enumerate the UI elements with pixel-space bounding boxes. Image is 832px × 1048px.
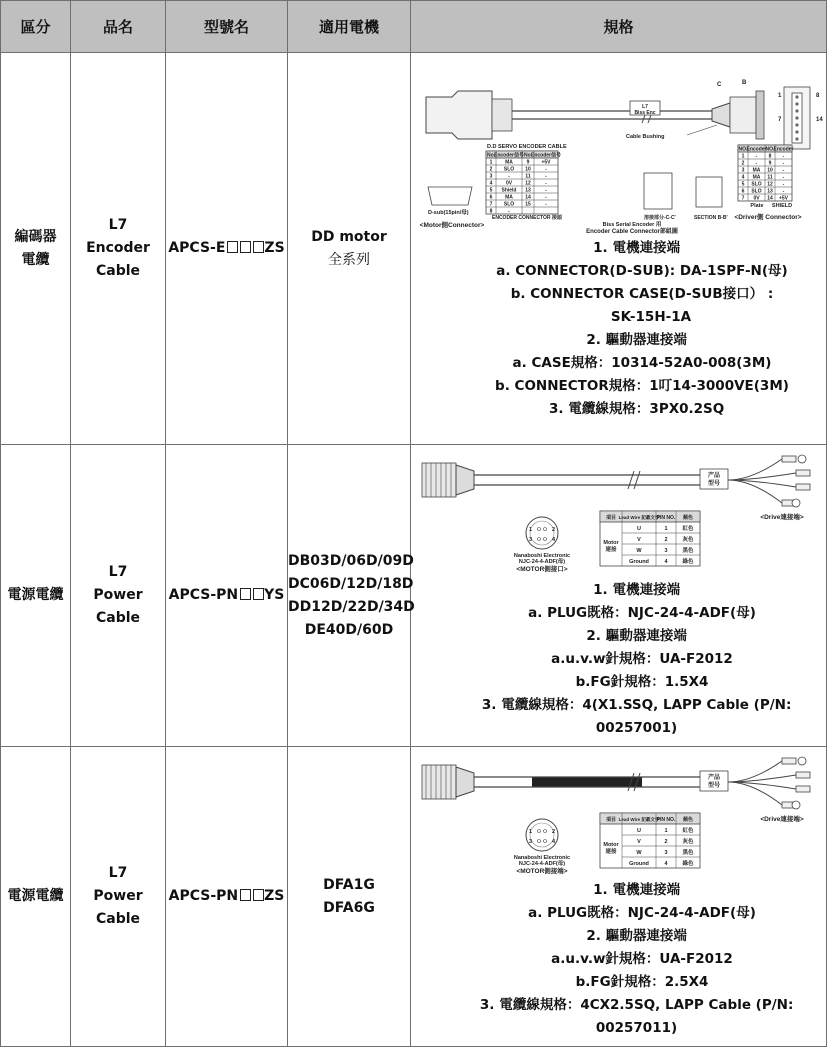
spec-note-heading [447,694,826,717]
spec-note-item: a. CASE規格：10314-52A0-008(3M) [512,354,772,371]
motor-pin-table-cell: No. [523,151,532,158]
spec-note-item: a. PLUG既格：NJC-24-4-ADF(母) [528,605,756,621]
driver-pin-table-cell: MA [752,166,760,173]
driver-pin-dot [795,116,798,119]
applicable-motor-line: 全系列 [328,251,370,268]
motor-pin-table-cell: 7 [489,200,492,207]
spec-note-heading [447,925,826,948]
encoder-cable-drawing [412,77,826,235]
driver-pin-table-cell: 12 [766,180,773,187]
lead-wire-table [600,511,700,566]
product-label-line: 型号 [707,783,720,789]
plug-pin-number: 4 [551,537,555,543]
plug-model-label: NJC-24-4-ADF(母) [518,861,565,867]
driver-pin-table-cell: 3 [741,166,744,173]
motor-pin-table-cell: 3 [489,172,492,179]
spec-note-number: 2. [586,928,601,944]
driver-table-footer-shield: SHIELD [771,202,792,209]
spec-note-text: 電機連接端 [607,239,681,256]
motor-pin-table-cell: 2 [489,165,492,172]
product-name-line: Encoder [86,240,150,256]
spec-notes [411,579,826,740]
center-caption-2: Encoder Cable Connector部組圖 [585,228,678,235]
cable-break-mark [634,471,640,489]
cable-label-line: Biss Enc [633,109,656,116]
spec-notes [411,237,826,421]
motor-pin-table-cell: 13 [524,186,531,193]
product-label-line: 产品 [707,775,720,781]
motor-pin-table-cell: Encoder信号 [493,151,524,158]
spec-cell [411,53,827,445]
cable-drawing-figure [411,451,826,579]
plug-pin-face [526,819,558,851]
plug-pin-number: 4 [551,839,555,845]
model-prefix: APCS-PN [168,587,239,603]
driver-pin-table-cell: - [782,152,784,159]
pin-number-14: 14 [815,116,823,123]
plug-pin-number: 2 [551,527,555,533]
lead-wire-side-label: Motor [602,540,619,546]
driver-pin-table-cell: NO. [738,145,747,152]
spec-note-text: 電纜線規格：3PX0.2SQ [563,400,725,417]
motor-pin-table-cell: 8 [489,207,492,214]
applicable-motor-cell [288,53,411,445]
motor-pin-table-cell: - [507,172,510,179]
spec-note-item: 00257001) [595,720,678,736]
lead-wire-cell: 紅色 [681,828,694,834]
applicable-motor-line: DFA1G [323,876,375,893]
plug-boot [456,465,474,495]
driver-pin-table-cell: - [755,152,757,159]
applicable-motor-line: DC06D/12D/18D [288,575,414,592]
category-cell [1,445,71,747]
applicable-motor-line: DFA6G [323,899,375,916]
lead-wire-header-pin: PIN NO. [656,515,675,521]
driver-pin-dot [795,123,798,126]
spec-note-text: 驅動器連接端 [601,628,687,644]
spec-note-item: b.FG針規格：1.5X4 [575,674,709,690]
spec-cell [411,445,827,747]
motor-pin-table-cell: Encoder信号 [530,151,561,158]
driver-pin-table-cell: - [755,159,757,166]
center-caption-1: Biss Serial Encoder 用 [602,221,661,228]
product-name-cell [71,747,166,1047]
pin-number-1: 1 [777,92,781,99]
section-mark-b: B [741,79,746,86]
bushing-label: Cable Bushing [625,133,665,140]
pin-number-8: 8 [815,92,819,99]
ring-terminal [798,757,806,765]
plug-boot [456,767,474,797]
model-suffix: ZS [264,240,285,256]
ring-terminal [792,801,800,809]
model-placeholder-box [240,889,251,901]
driver-pin-table-cell: - [782,187,784,194]
header-name: 品名 [71,1,166,53]
spec-note-number: 1. [593,582,608,598]
lead-wire-cell: W [635,548,642,554]
spec-note-text: 電機連接端 [607,882,681,898]
cable-drawing-figure [411,77,826,237]
motor-connector-caption: <MOTOR側接口> [515,566,568,573]
wire-terminal [796,470,810,476]
driver-pin-dot [795,109,798,112]
motor-pin-table-cell: 15 [524,200,531,207]
lead-wire-side-label: 連接 [604,849,617,855]
pin-number-7: 7 [777,116,781,123]
spec-note-heading [447,879,826,902]
motor-pin-table-cell: SLO [503,165,514,172]
motor-pin-table-cell: SLO [503,200,514,207]
lead-wire-header-lead: Lead Wire 記載文字 [618,515,659,520]
driver-pin-table-cell: 9 [768,159,771,166]
motor-connector-caption: <Motor側Connector> [419,221,484,229]
product-name-line: Cable [95,610,141,626]
spec-note-heading [447,579,826,602]
driver-pin-table-cell: Encoder [772,145,794,152]
lead-wire-cell: 灰色 [681,839,694,845]
driver-pin-table-cell: - [782,159,784,166]
lead-wire-cell: 2 [663,537,668,543]
spec-row [1,747,827,1047]
lead-wire-cell: 黑色 [681,548,694,554]
product-name-line: L7 [108,564,128,580]
spec-note-text: 電機連接端 [607,582,681,598]
fanout-wire [728,459,782,480]
applicable-motor-line: DD motor [311,228,387,245]
product-name-line: L7 [108,865,128,881]
driver-pin-table [738,145,794,201]
lead-wire-header-item: 項目 [605,515,616,521]
spec-note-number: 3. [479,997,495,1013]
motor-pin-table-cell: - [544,186,547,193]
motor-pin-table-cell: 12 [524,179,531,186]
dsub-label: D-sub(15pin/母) [427,209,469,216]
cable-break-mark [628,471,634,489]
motor-pin-table-cell: 14 [524,193,531,200]
model-placeholder-box [253,588,264,600]
drive-connector-caption: <Drive連接端> [759,816,804,823]
ring-terminal [798,455,806,463]
model-cell [166,445,288,747]
lead-wire-cell: U [636,828,641,834]
spec-row [1,445,827,747]
dsub-connector-shell [426,91,492,139]
lead-wire-cell: V [636,537,641,543]
motor-pin-table-cell: - [507,207,510,214]
spec-note-item: SK-15H-1A [610,308,692,325]
driver-pin-dot [795,130,798,133]
maker-label: Nanaboshi Electronic [513,553,570,559]
header-category: 區分 [1,1,71,53]
driver-pin-table-cell: 6 [741,187,744,194]
category-text: 電源電纜 [7,888,64,904]
spec-note-number: 1. [593,882,608,898]
model-cell [166,53,288,445]
spec-note-item: a.u.v.w針規格：UA-F2012 [551,651,733,667]
section-label-right: SECTION B-B' [693,214,728,221]
plug-pin-number: 3 [528,537,532,543]
cable-black-section [532,777,642,787]
spec-note-number: 2. [586,331,601,348]
lead-wire-header-pin: PIN NO. [656,817,675,823]
wire-terminal [782,758,796,764]
lead-wire-side-label: 連接 [604,547,617,553]
driver-pin-table-cell: 0V [752,194,760,201]
motor-pin-table-cell: - [544,179,547,186]
spec-note-item: b. CONNECTOR CASE(D-SUB接口） : [510,285,774,302]
lead-wire-cell: U [636,526,641,532]
ring-terminal [792,499,800,507]
lead-wire-cell: 綠色 [681,861,694,867]
applicable-motor-cell [288,747,411,1047]
driver-connector-body [730,97,756,133]
spec-note-item: b. CONNECTOR規格：1叮14-3000VE(3M) [495,377,789,394]
driver-pin-table-cell: MA [752,173,760,180]
lead-wire-cell: 3 [663,548,668,554]
spec-note-heading [447,994,826,1017]
model-placeholder-box [240,588,251,600]
lead-wire-cell: 黑色 [681,850,694,856]
plug-pin-number: 1 [528,829,532,835]
driver-pin-table-cell: 10 [766,166,773,173]
lead-wire-cell: 1 [663,526,668,532]
lead-wire-header-item: 項目 [605,817,616,823]
motor-pin-table-cell: - [544,193,547,200]
driver-pin-table-cell: - [782,180,784,187]
model-suffix: ZS [264,888,285,904]
plug-pin-number: 3 [528,839,532,845]
lead-wire-header-color: 顏色 [682,817,693,823]
driver-pin-table-cell: 11 [766,173,773,180]
lead-wire-cell: 綠色 [681,559,694,565]
lead-wire-cell: 紅色 [681,526,694,532]
driver-pin-table-cell: NO. [765,145,774,152]
motor-pin-table-cell: 5 [489,186,492,193]
wire-terminal [796,484,810,490]
lead-wire-side-label: Motor [602,842,619,848]
motor-pin-table [486,151,561,214]
motor-pin-table-cell: 6 [489,193,492,200]
category-cell [1,53,71,445]
driver-pin-table-cell: 7 [741,194,744,201]
spec-note-heading [447,625,826,648]
section-c-drawing [644,173,672,209]
category-text: 編碼器 [14,228,57,245]
spec-cell [411,747,827,1047]
lead-wire-cell: Ground [628,559,649,565]
applicable-motor-line: DE40D/60D [304,621,394,638]
driver-pin-table-cell: 2 [741,159,744,166]
product-name-line: Cable [95,911,141,927]
category-text: 電源電纜 [7,587,64,603]
product-name-line: Cable [95,263,141,279]
driver-pin-table-cell: - [782,166,784,173]
lead-wire-table [600,813,700,868]
product-name-line: L7 [108,217,128,233]
model-suffix: YS [264,587,285,603]
maker-label: Nanaboshi Electronic [513,855,570,861]
section-b-drawing [696,177,722,207]
spec-note-item: b.FG針規格：2.5X4 [575,974,709,990]
driver-pin-table-cell: - [782,173,784,180]
bushing-leader [687,125,717,135]
plug-pin-number: 2 [551,829,555,835]
lead-wire-cell: 4 [663,861,668,867]
fanout-wire [728,761,782,782]
motor-pin-table-cell: Shield [500,186,517,193]
product-name-line: Power [93,888,143,904]
lead-wire-cell: W [635,850,642,856]
product-name-cell [71,53,166,445]
driver-pin-table-cell: 5 [741,180,744,187]
section-label-left: 溶接部分-C-C' [643,214,676,221]
drive-connector-caption: <Drive連接端> [759,514,804,521]
motor-pin-table-cell: - [544,165,547,172]
dsub-face-drawing [428,187,472,205]
section-mark-c: C [716,81,721,88]
lead-wire-header-lead: Lead Wire 記載文字 [618,817,659,822]
spec-note-item: a. CONNECTOR(D-SUB): DA-1SPF-N(母) [496,262,788,279]
spec-note-heading [447,398,826,421]
lead-wire-cell: 1 [663,828,668,834]
driver-pin-dot [795,102,798,105]
motor-pin-table-cell: 0V [505,179,512,186]
power-cable-drawing-1 [412,451,826,577]
spec-note-text: 驅動器連接端 [601,928,687,944]
driver-pin-table-cell: +5V [778,194,788,201]
driver-pin-table-cell: SLO [750,187,762,194]
spec-note-item: 00257011) [595,1020,678,1036]
header-motor: 適用電機 [288,1,411,53]
spec-note-number: 1. [593,239,608,256]
wire-terminal [796,772,810,778]
category-text: 電纜 [21,251,50,268]
lead-wire-cell: Ground [628,861,649,867]
model-placeholder-box [227,241,238,253]
model-prefix: APCS-E [168,240,226,256]
motor-table-caption: ENCODER CONNECTOR 接頭 [491,214,562,221]
model-placeholder-box [240,241,251,253]
model-placeholder-box [253,241,264,253]
lead-wire-header-color: 顏色 [682,515,693,521]
motor-pin-table-cell: No. [486,151,495,158]
motor-pin-table-cell: MA [504,193,513,200]
cable-bushing [712,103,730,127]
driver-pin-table-cell: 8 [768,152,771,159]
motor-pin-table-cell: 10 [524,165,531,172]
dsub-connector-neck [492,99,512,131]
spec-note-item: a.u.v.w針規格：UA-F2012 [551,951,733,967]
wire-terminal [782,456,796,462]
spec-note-item: a. PLUG既格：NJC-24-4-ADF(母) [528,905,756,921]
driver-pin-table-cell: 13 [766,187,773,194]
spec-notes [411,879,826,1040]
spec-note-text: 驅動器連接端 [601,331,687,348]
product-label-line: 产品 [707,473,720,479]
motor-pin-table-cell: 11 [524,172,531,179]
header-model: 型號名 [166,1,288,53]
cable-label-line: L7 [641,103,648,110]
cable-drawing-figure [411,753,826,879]
model-prefix: APCS-PN [168,888,239,904]
lead-wire-cell: V [636,839,641,845]
category-cell [1,747,71,1047]
plug-pin-face [526,517,558,549]
wire-terminal [796,786,810,792]
model-cell [166,747,288,1047]
driver-connector-flange [756,91,764,139]
driver-pin-dot [795,95,798,98]
model-placeholder-box [253,889,264,901]
lead-wire-cell: 4 [663,559,668,565]
motor-pin-table-cell: - [544,172,547,179]
lead-wire-cell: 3 [663,850,668,856]
applicable-motor-cell [288,445,415,747]
driver-pin-dot [795,137,798,140]
product-name-cell [71,445,166,747]
driver-pin-table-cell: 1 [741,152,744,159]
spec-note-heading [447,329,826,352]
driver-pin-table-cell: 14 [766,194,773,201]
spec-row [1,53,827,445]
spec-note-heading [447,237,826,260]
motor-pin-table-title: D.D SERVO ENCODER CABLE [486,143,567,150]
product-name-line: Power [93,587,143,603]
power-cable-drawing-2 [412,753,826,879]
spec-note-text: 電纜線規格：4(X1.SSQ, LAPP Cable (P/N: [496,697,792,713]
motor-pin-table-cell: - [544,200,547,207]
motor-pin-table-cell: 4 [489,179,492,186]
lead-wire-cell: 2 [663,839,668,845]
header-row [1,1,827,53]
spec-note-text: 電纜線規格：4CX2.5SQ, LAPP Cable (P/N: [494,997,794,1013]
spec-note-number: 3. [481,697,497,713]
motor-pin-table-cell: +5V [540,158,551,165]
driver-pin-table-cell: SLO [750,180,762,187]
product-label-line: 型号 [707,481,720,487]
applicable-motor-line: DD12D/22D/34D [288,598,415,615]
driver-pin-table-cell: Encoder [745,145,767,152]
driver-connector-caption: <Driver側 Connector> [733,213,802,221]
spec-note-number: 3. [548,400,564,417]
plug-pin-number: 1 [528,527,532,533]
applicable-motor-line: DB03D/06D/09D [288,552,414,569]
motor-connector-caption: <MOTOR側接端> [515,868,568,875]
spec-note-number: 2. [586,628,601,644]
plug-model-label: NJC-24-4-ADF(母) [518,559,565,565]
lead-wire-cell: 灰色 [681,537,694,543]
motor-pin-table-cell: 1 [489,158,492,165]
driver-pin-table-cell: 4 [741,173,744,180]
motor-pin-table-cell: MA [504,158,513,165]
header-spec: 規格 [411,1,827,53]
driver-table-footer-plate: Plate [749,202,764,209]
motor-pin-table-cell: 9 [526,158,529,165]
